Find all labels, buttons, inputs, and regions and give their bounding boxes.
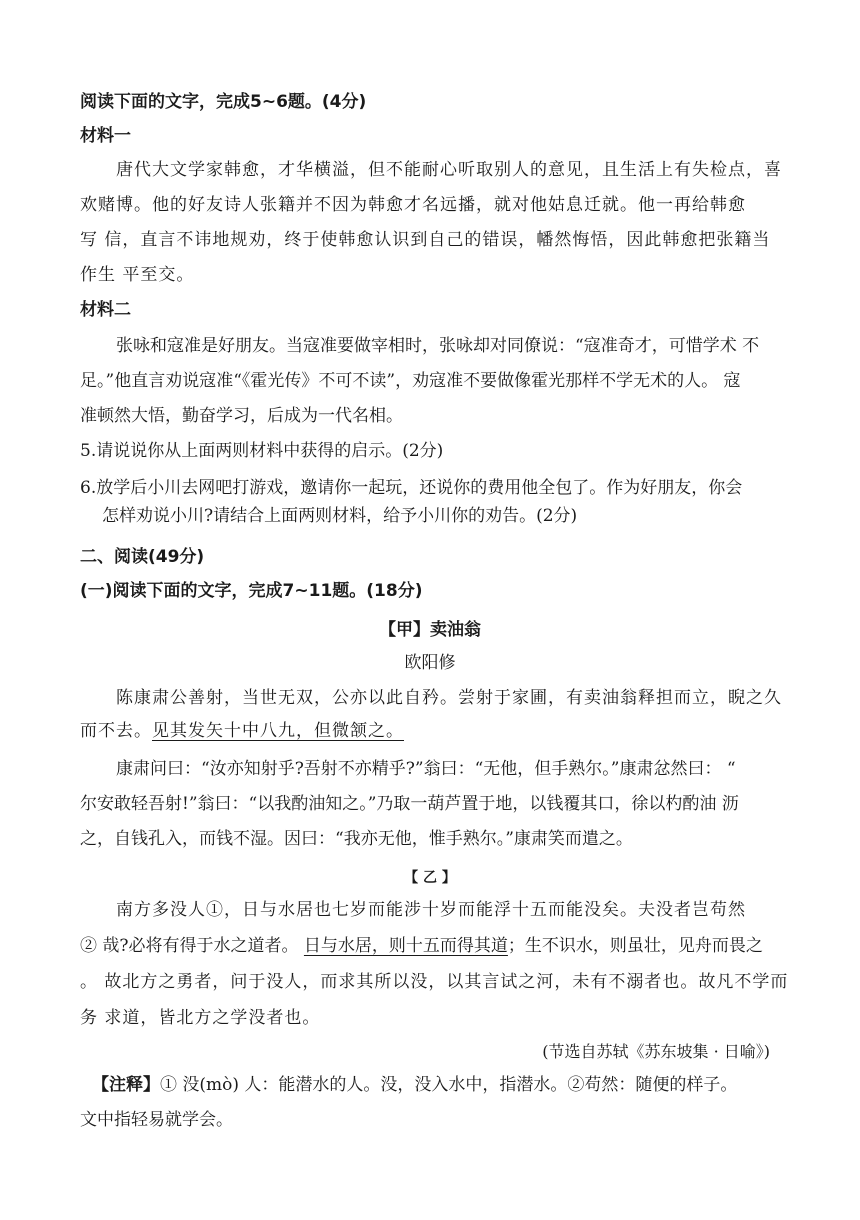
question-6-line: 6.放学后小川去网吧打游戏，邀请你一起玩，还说你的费用他全包了。作为好朋友，你会: [80, 478, 743, 498]
passage-b-line: [80, 934, 763, 958]
material-one-line: 写 信，直言不讳地规劝，终于使韩愈认识到自己的错误，幡然悔悟，因此韩愈把张籍当: [80, 230, 771, 250]
passage-b-text: ② 哉?必将有得于水之道者。: [80, 936, 304, 956]
passage-a-line: 康肃问曰：“汝亦知射乎?吾射不亦精乎?”翁曰：“无他，但手熟尔。”康肃忿然曰： “: [116, 759, 736, 779]
passage-a-line: 之，自钱孔入，而钱不湿。因曰：“我亦无他，惟手熟尔。”康肃笑而遣之。: [80, 829, 633, 849]
question-6-line: 怎样劝说小川?请结合上面两则材料，给予小川你的劝告。(2分): [102, 506, 578, 526]
passage-a-line: [80, 719, 404, 743]
note-label: 【注释】: [92, 1075, 160, 1095]
note-text: ① 没(mò) 人：能潜水的人。没，没入水中，指潜水。②苟然：随便的样子。: [160, 1075, 738, 1095]
note-line: [92, 1073, 737, 1097]
passage-b-line: 南方多没人①，日与水居也七岁而能涉十岁而能浮十五而能没矣。夫没者岂苟然: [116, 900, 746, 920]
underlined-sentence: 见其发矢十中八九，但微颔之。: [152, 721, 404, 741]
passage-a-title: 【甲】卖油翁: [379, 620, 481, 640]
part-two-header: 二、阅读(49分): [80, 547, 205, 567]
passage-b-text: ；生不识水，则虽壮，见舟而畏之: [507, 936, 763, 956]
material-two-title: 材料二: [80, 300, 131, 320]
section-header: 阅读下面的文字，完成5~6题。(4分): [80, 92, 367, 112]
material-one-line: 唐代大文学家韩愈，才华横溢，但不能耐心听取别人的意见，且生活上有失检点，喜: [116, 160, 782, 180]
note-line: 文中指轻易就学会。: [80, 1110, 233, 1130]
passage-a-line: 尔安敢轻吾射!”翁曰：“以我酌油知之。”乃取一葫芦置于地，以钱覆其口，徐以杓酌油 沥: [80, 794, 739, 814]
passage-b-line: 。 故北方之勇者，问于没人，而求其所以没，以其言试之河，未有不溺者也。故凡不学而: [80, 972, 789, 992]
material-one-title: 材料一: [80, 126, 131, 146]
material-two-line: 准顿然大悟，勤奋学习，后成为一代名相。: [80, 406, 403, 426]
passage-b-line: 务 求道，皆北方之学没者也。: [80, 1008, 321, 1028]
question-5: 5.请说说你从上面两则材料中获得的启示。(2分): [80, 441, 444, 461]
passage-a-line: 陈康肃公善射，当世无双，公亦以此自矜。尝射于家圃，有卖油翁释担而立，睨之久: [116, 688, 782, 708]
material-two-line: 足。”他直言劝说寇准“《霍光传》不可不读”，劝寇准不要做像霍光那样不学无术的人。 寇: [80, 371, 741, 391]
underlined-sentence: 日与水居，则十五而得其道: [303, 936, 508, 956]
material-one-line: 欢赌博。他的好友诗人张籍并不因为韩愈才名远播，就对他姑息迁就。他一再给韩愈: [80, 195, 746, 215]
passage-b-title: 【 乙 】: [404, 870, 456, 886]
source-citation: (节选自苏轼《苏东坡集 · 日喻》): [542, 1042, 770, 1061]
passage-a-text: 而不去。: [80, 721, 152, 741]
material-two-line: 张咏和寇准是好朋友。当寇准要做宰相时，张咏却对同僚说：“寇准奇才，可惜学术 不: [116, 336, 760, 356]
passage-a-author: 欧阳修: [404, 653, 456, 673]
material-one-line: 作生 平至交。: [80, 265, 195, 285]
part-two-subheader: (一)阅读下面的文字，完成7~11题。(18分): [80, 581, 423, 601]
